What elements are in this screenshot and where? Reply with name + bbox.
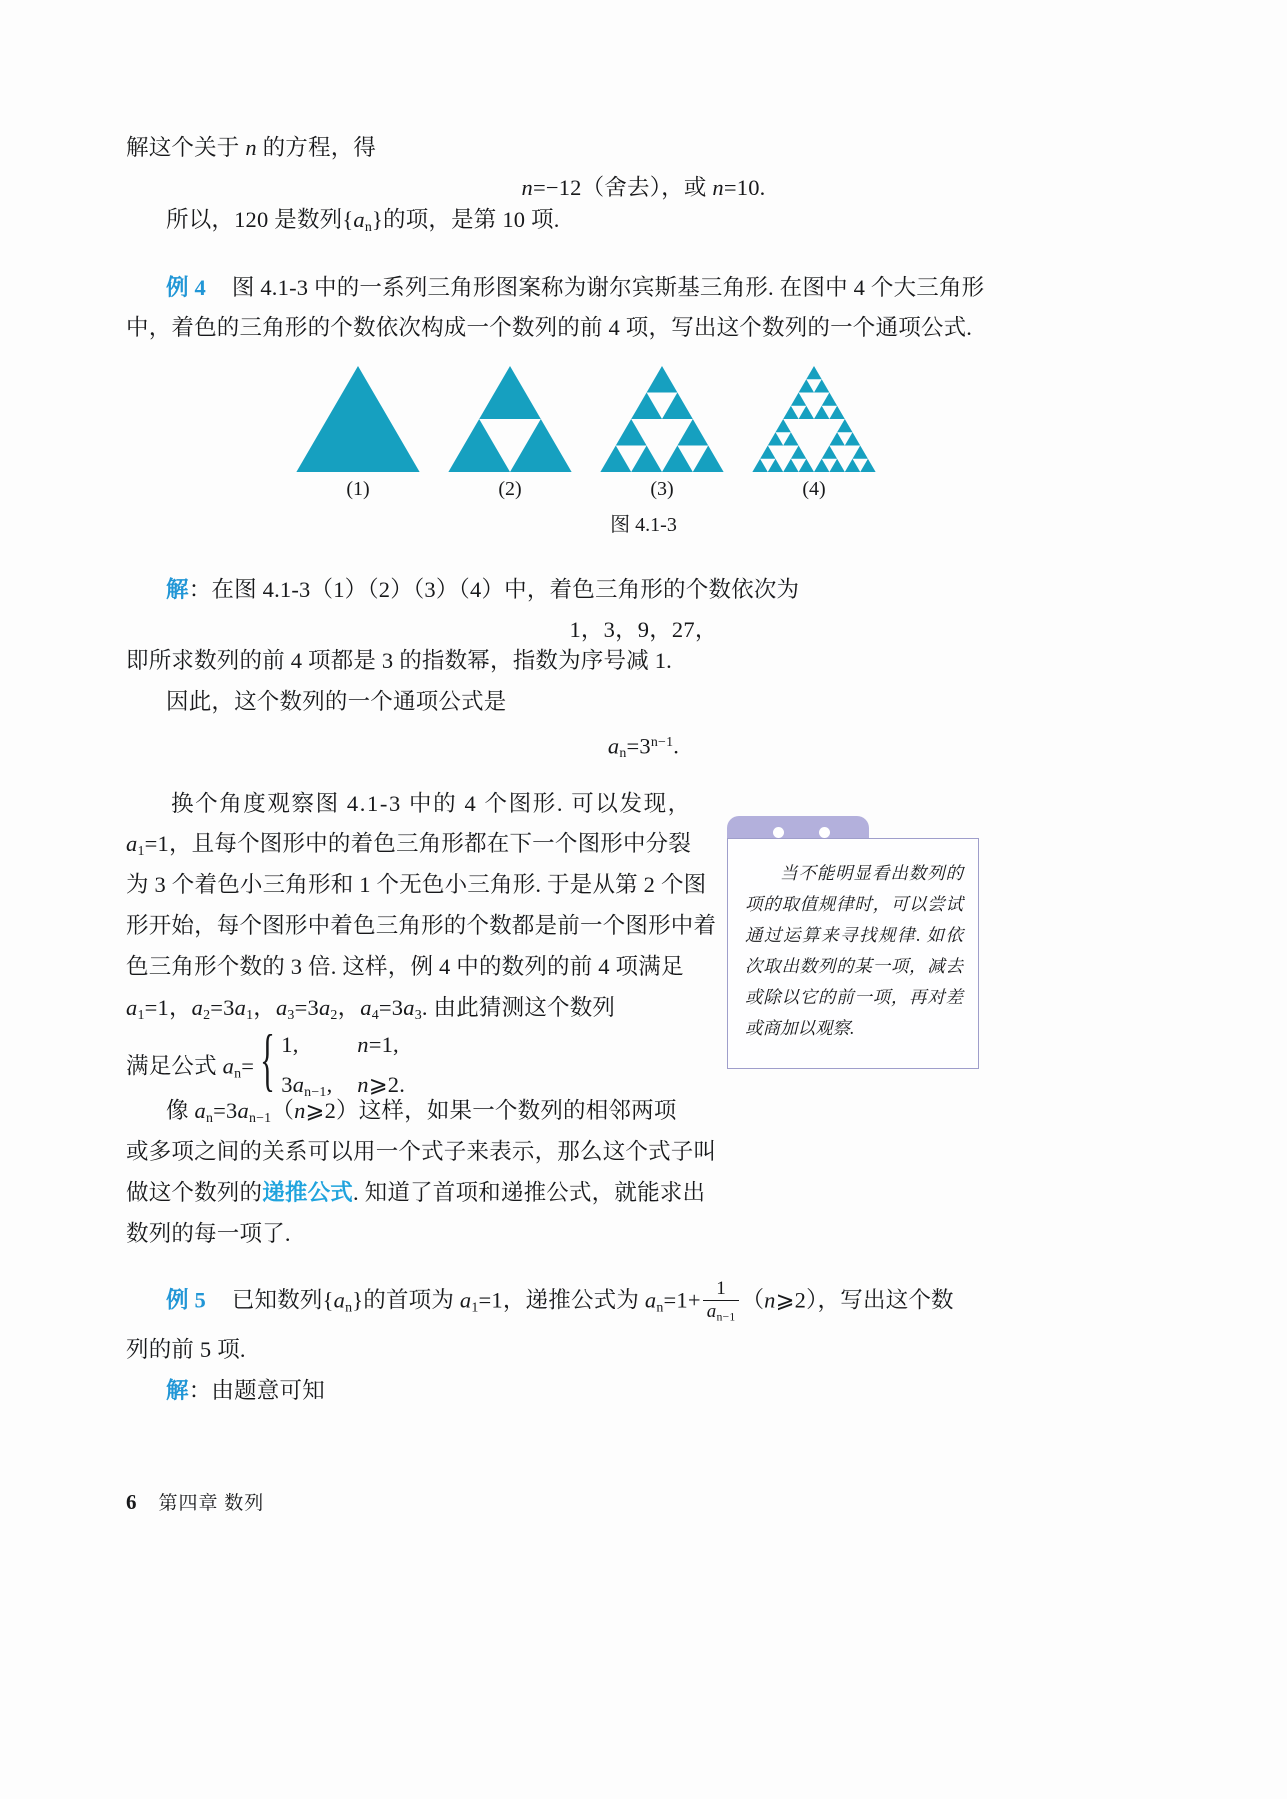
piecewise-value-2: $3a_{n-1}$,	[281, 1072, 333, 1100]
piecewise-row-1	[281, 1032, 399, 1057]
discussion-line-1	[126, 783, 706, 824]
sierpinski-svg-depth1	[437, 366, 583, 472]
sierpinski-label-4: (4)	[802, 478, 826, 500]
solution4-line3: 因此，这个数列的一个通项公式是	[166, 689, 507, 714]
discussion-line-3: 为 3 个着色小三角形和 1 个无色小三角形. 于是从第 2 个图	[126, 872, 707, 897]
solution4-colon: ：	[188, 577, 212, 602]
solution4-general-formula: $a_n=3^{n-1}$.	[607, 733, 680, 762]
example5-solution-row	[166, 1371, 325, 1411]
example5-line2: 列的前 5 项.	[126, 1337, 246, 1362]
discussion-terms-line: $a_1=1$，$a_2=3a_1$，$a_3=3a_2$，$a_4=3a_3$. 由此猜测这个数列	[126, 995, 616, 1023]
chapter-name: 第四章 数列	[158, 1493, 265, 1514]
paragraph-solve-equation: 解这个关于 n 的方程，得	[126, 135, 377, 160]
page-footer	[126, 1488, 264, 1515]
equation-n-values: n=−12（舍去），或 n=10.	[521, 175, 766, 200]
example4-heading	[166, 268, 984, 308]
example5-label: 例 5	[166, 1287, 206, 1313]
sierpinski-label-2: (2)	[498, 478, 522, 500]
example4-text-line2: 中，着色的三角形的个数依次构成一个数列的前 4 项，写出这个数列的一个通项公式.	[126, 315, 973, 340]
sierpinski-svg-depth2	[589, 366, 735, 472]
piecewise-cond-2: n⩾2.	[357, 1072, 406, 1097]
piecewise-lead: 满足公式	[126, 1053, 223, 1079]
sierpinski-svg-depth0	[285, 366, 431, 472]
figure-caption: 图 4.1-3	[610, 514, 677, 536]
paragraph-conclusion-120: 所以，120 是数列$\{a_n\}$的项，是第 10 项.	[166, 207, 560, 235]
fraction-numerator: 1	[716, 1278, 726, 1299]
discussion-text-1: 换个角度观察图 4.1-3 中的 4 个图形. 可以发现，	[171, 791, 692, 816]
fraction-denominator: $a_{n-1}$	[706, 1300, 736, 1324]
example4-text-line1: 图 4.1-3 中的一系列三角形图案称为谢尔宾斯基三角形. 在图中 4 个大三角形	[231, 275, 985, 300]
example4-label: 例 4	[166, 275, 206, 300]
recursive-def-line-1: 像 $a_n=3a_{n-1}(n⩾2)$这样，如果一个数列的相邻两项	[166, 1098, 677, 1126]
recursive-def-line-4: 数列的每一项了.	[126, 1221, 291, 1246]
example5-solution-label: 解	[166, 1378, 189, 1403]
fraction-one-over-a-n-minus-1	[703, 1279, 740, 1324]
note-hole-right	[819, 827, 830, 838]
example5-solution-text: 由题意可知	[211, 1378, 325, 1403]
discussion-line-4: 形开始，每个图形中着色三角形的个数都是前一个图形中着	[126, 913, 717, 938]
left-brace-glyph: {	[260, 1020, 276, 1099]
solution4-line2: 即所求数列的前 4 项都是 3 的指数幂，指数为序号减 1.	[126, 648, 673, 673]
recursive-def-line-3	[126, 1173, 705, 1213]
term-recursive-formula: 递推公式	[262, 1180, 354, 1205]
discussion-line-2: $a_1=1$，且每个图形中的着色三角形都在下一个图形中分裂	[126, 831, 692, 859]
sierpinski-label-1: (1)	[346, 478, 370, 500]
piecewise-cond-1: n=1,	[357, 1032, 399, 1057]
sierpinski-label-3: (3)	[650, 478, 674, 500]
recursive-def-line-2: 或多项之间的关系可以用一个式子来表示，那么这个式子叫	[126, 1139, 717, 1164]
recursive-def-suffix: . 知道了首项和递推公式，就能求出	[353, 1180, 706, 1205]
sierpinski-figure-1	[285, 366, 431, 500]
example5-heading: 例 5 已知数列$\{a_n\}$的首项为 $a_1=1$，递推公式为 $a_n=1+$ $\frac{1}{a_{n-1}}$ （n⩾2），写出这个数	[166, 1278, 954, 1324]
recursive-def-prefix: 做这个数列的	[126, 1180, 263, 1205]
sierpinski-svg-depth3	[741, 366, 887, 472]
sierpinski-figure-3	[589, 366, 735, 500]
discussion-piecewise-row: 满足公式 $a_n=$ { 1, n=1, $3a_{n-1}$, n⩾2.	[126, 1027, 405, 1110]
discussion-line-5: 色三角形个数的 3 倍. 这样，例 4 中的数列的前 4 项满足	[126, 954, 684, 979]
solution4-sequence: 1，3，9，27，	[569, 617, 718, 642]
solution4-label: 解	[166, 577, 189, 602]
sierpinski-figure-2	[437, 366, 583, 500]
note-hole-left	[773, 827, 784, 838]
solution4-line1: 在图 4.1-3（1）（2）（3）（4）中，着色三角形的个数依次为	[211, 577, 800, 602]
solution4-line1-row	[166, 570, 799, 610]
page-number: 6	[126, 1490, 137, 1514]
side-note-text: 当不能明显看出数列的项的取值规律时，可以尝试通过运算来寻找规律. 如依次取出数列的某一项，减去或除以它的前一项，再对差或商加以观察.	[745, 863, 963, 1038]
discussion-text-2: =1，且每个图形中的着色三角形都在下一个图形中分裂	[144, 831, 692, 856]
sierpinski-figure-4	[741, 366, 887, 500]
piecewise-value-1: 1,	[281, 1032, 299, 1057]
sierpinski-figure-group	[285, 366, 826, 500]
example5-solution-colon: ：	[188, 1378, 212, 1403]
